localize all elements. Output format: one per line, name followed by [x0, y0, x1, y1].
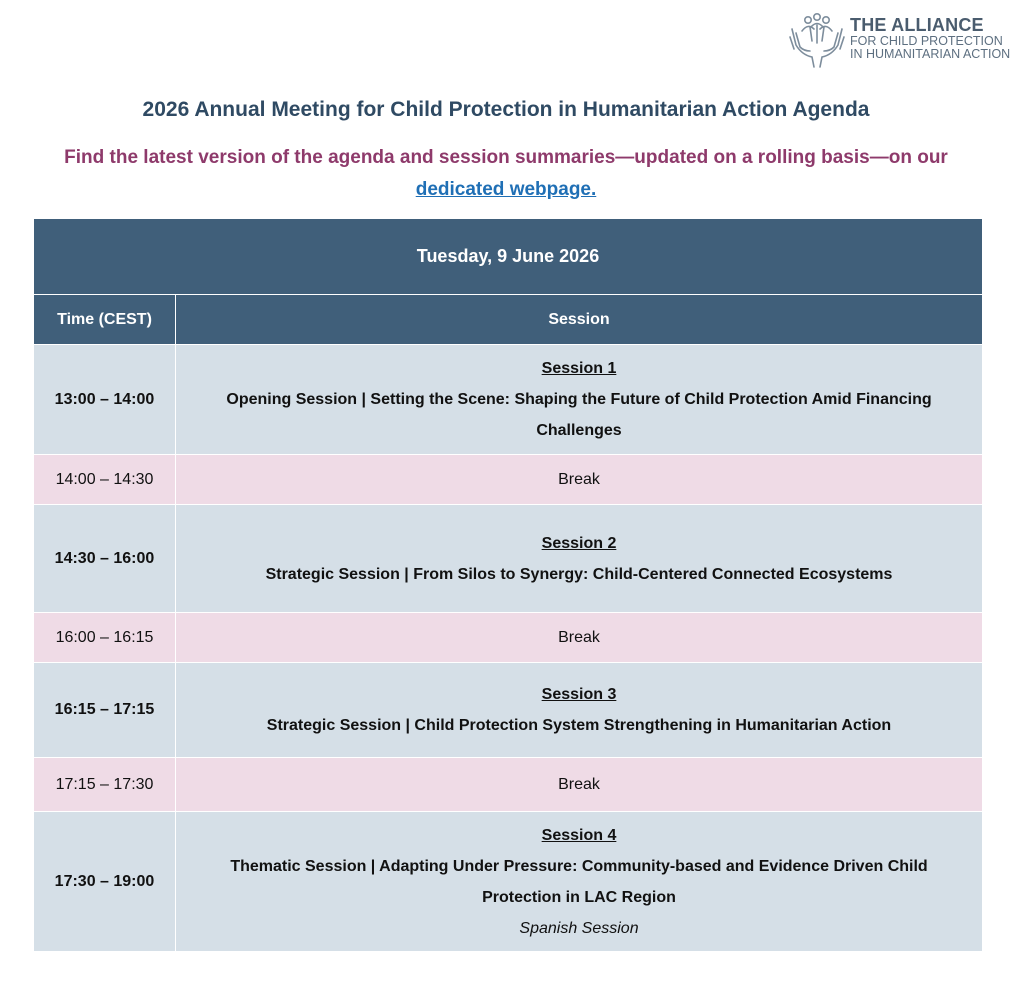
- break-cell: Break: [176, 758, 983, 812]
- session-cell: [176, 663, 983, 758]
- session-number: Session 4: [541, 826, 617, 844]
- page-title: 2026 Annual Meeting for Child Protection in Humanitarian Action Agenda: [142, 98, 870, 121]
- logo-line-2: FOR CHILD PROTECTION: [850, 34, 1003, 48]
- session-title: Strategic Session | Child Protection System Strengthening in Humanitarian Action: [266, 717, 892, 734]
- break-cell: Break: [176, 613, 983, 663]
- time-cell: 16:15 – 17:15: [34, 663, 176, 758]
- session-title: Strategic Session | From Silos to Synergy: Child-Centered Connected Ecosystems: [265, 565, 893, 583]
- subtitle-text: Find the latest version of the agenda and session summaries—updated on a rolling basis—on our: [64, 147, 948, 168]
- session-cell: [176, 505, 983, 613]
- time-cell: 17:30 – 19:00: [34, 812, 176, 952]
- session-cell: [176, 812, 983, 952]
- table-row: [34, 812, 983, 952]
- column-header-row: [34, 295, 983, 345]
- session-language-note: Spanish Session: [519, 919, 639, 937]
- table-row: [34, 613, 983, 663]
- logo-text: [850, 15, 1010, 61]
- time-cell: 17:15 – 17:30: [34, 758, 176, 812]
- table-row: [34, 758, 983, 812]
- table-row: [34, 455, 983, 505]
- time-column-header: Time (CEST): [34, 295, 176, 345]
- session-title: Thematic Session | Adapting Under Pressure: Community-based and Evidence Driven Child Protection in LAC Region: [230, 857, 928, 906]
- time-cell: 14:30 – 16:00: [34, 505, 176, 613]
- session-cell: [176, 345, 983, 455]
- time-cell: 13:00 – 14:00: [34, 345, 176, 455]
- logo-line-3: IN HUMANITARIAN ACTION: [850, 47, 1011, 61]
- hands-children-icon: [788, 11, 846, 69]
- session-number: Session 2: [541, 534, 617, 552]
- day-heading: Tuesday, 9 June 2026: [34, 219, 983, 295]
- session-number: Session 3: [541, 686, 617, 703]
- time-cell: 16:00 – 16:15: [34, 613, 176, 663]
- page-subtitle: [40, 142, 972, 206]
- session-title: Opening Session | Setting the Scene: Shaping the Future of Child Protection Amid Financing Challenges: [226, 391, 932, 439]
- break-cell: Break: [176, 455, 983, 505]
- table-row: [34, 663, 983, 758]
- table-row: [34, 505, 983, 613]
- time-cell: 14:00 – 14:30: [34, 455, 176, 505]
- dedicated-webpage-link[interactable]: dedicated webpage.: [415, 179, 597, 200]
- session-number: Session 1: [541, 360, 617, 377]
- agenda-table: [33, 218, 983, 952]
- table-row: [34, 345, 983, 455]
- logo-line-1: THE ALLIANCE: [850, 15, 984, 35]
- session-column-header: Session: [176, 295, 983, 345]
- day-header-row: [34, 219, 983, 295]
- alliance-logo: [788, 11, 1010, 69]
